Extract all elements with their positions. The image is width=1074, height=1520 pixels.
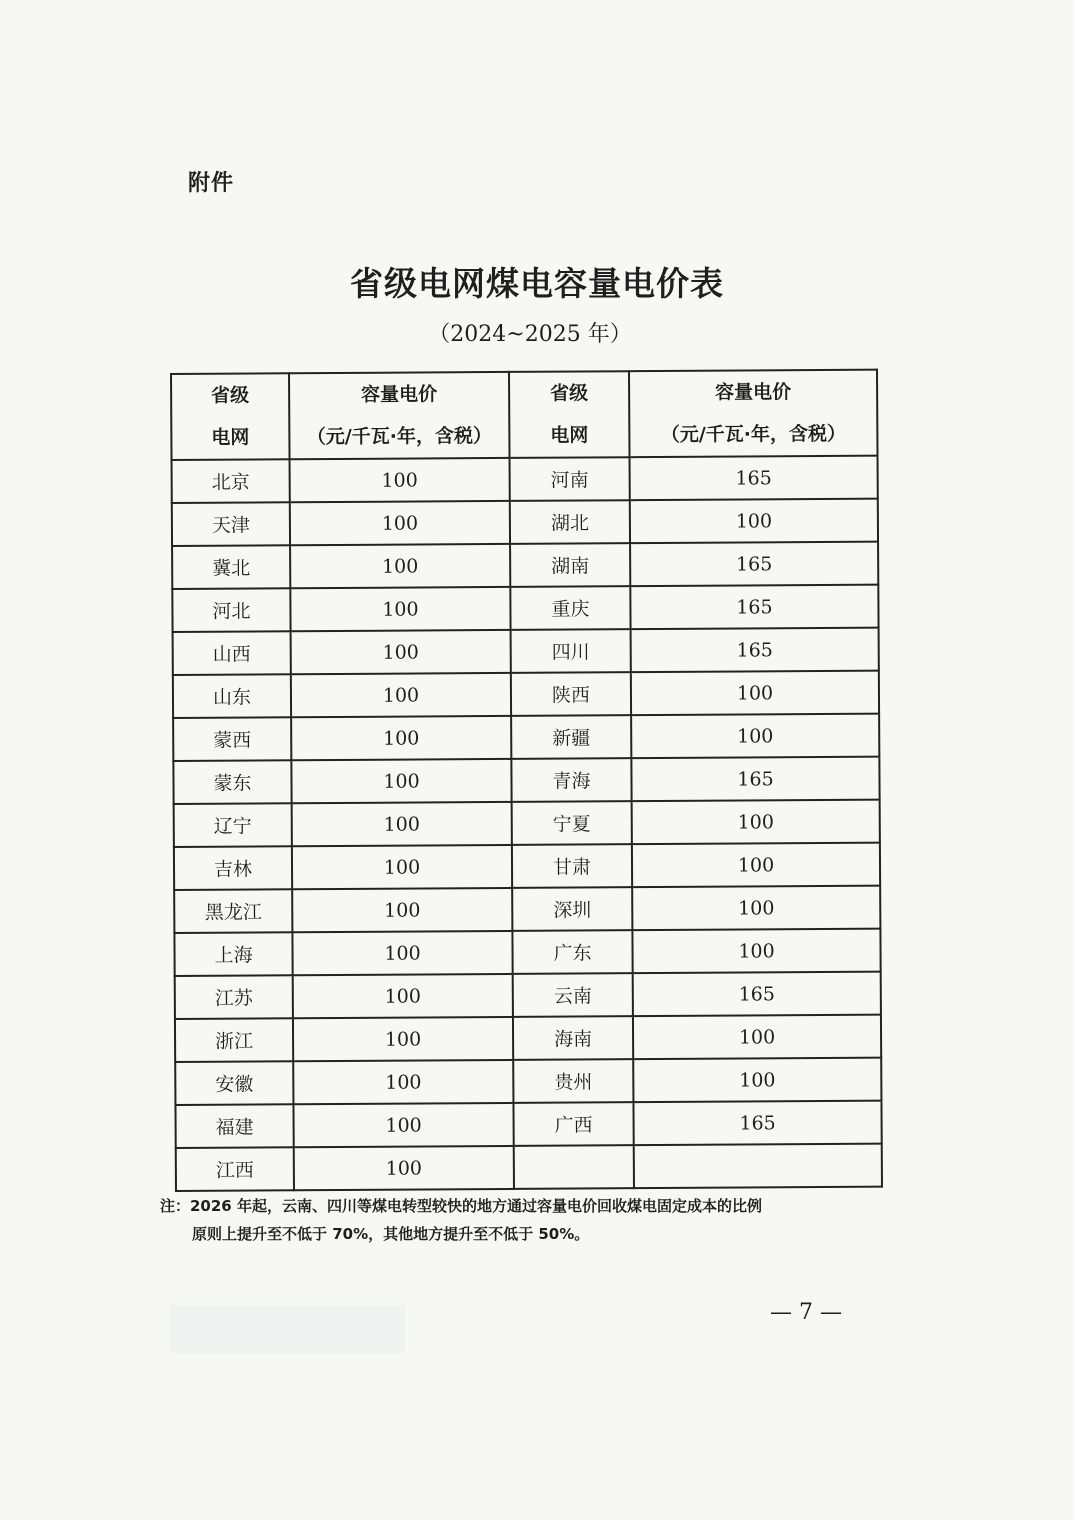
province-cell: 天津	[172, 502, 290, 546]
footnote-line-2: 原则上提升至不低于 70%，其他地方提升至不低于 50%。	[192, 1225, 590, 1243]
province-cell: 冀北	[172, 545, 290, 589]
price-cell: 100	[292, 888, 512, 932]
province-cell: 青海	[511, 758, 631, 802]
price-cell: 100	[290, 587, 510, 631]
table-row	[175, 972, 881, 1019]
province-cell: 陕西	[511, 672, 631, 716]
province-cell: 贵州	[513, 1059, 633, 1103]
province-cell: 福建	[175, 1104, 293, 1148]
price-cell: 100	[632, 800, 880, 845]
price-cell: 165	[631, 628, 879, 673]
province-cell: 黑龙江	[174, 889, 292, 933]
table-row	[173, 757, 879, 804]
province-cell: 江西	[176, 1147, 294, 1191]
table-header-row	[171, 370, 878, 460]
province-cell: 湖南	[510, 543, 630, 587]
header-province-right: 省级 电网	[509, 371, 630, 458]
province-cell: 辽宁	[174, 803, 292, 847]
footnote-line-1: 注：2026 年起，云南、四川等煤电转型较快的地方通过容量电价回收煤电固定成本的比例	[160, 1197, 762, 1215]
header-price-left: 容量电价 （元/千瓦·年，含税）	[289, 372, 510, 459]
province-cell: 新疆	[511, 715, 631, 759]
price-cell: 165	[631, 757, 879, 802]
province-cell: 北京	[172, 459, 290, 503]
price-cell: 100	[631, 671, 879, 716]
price-cell: 100	[291, 716, 511, 760]
attachment-label: 附件	[188, 171, 235, 196]
province-cell: 广东	[512, 930, 632, 974]
province-cell: 山东	[173, 674, 291, 718]
price-cell: 100	[632, 843, 880, 888]
province-cell: 江苏	[175, 975, 293, 1019]
price-cell: 100	[293, 1103, 513, 1147]
price-cell: 100	[290, 501, 510, 545]
province-cell: 蒙东	[173, 760, 291, 804]
price-cell: 100	[631, 714, 879, 759]
province-cell: 浙江	[175, 1018, 293, 1062]
page-number: — 7 —	[770, 1300, 842, 1325]
province-cell: 深圳	[512, 887, 632, 931]
scan-shadow	[170, 1305, 405, 1353]
price-cell: 100	[294, 1146, 514, 1190]
price-cell: 100	[633, 1058, 881, 1103]
table-row	[174, 886, 880, 933]
province-cell: 海南	[513, 1016, 633, 1060]
capacity-price-table	[170, 369, 883, 1192]
province-cell: 重庆	[510, 586, 630, 630]
price-cell: 100	[633, 1015, 881, 1060]
table-row	[172, 542, 878, 589]
price-cell: 100	[292, 802, 512, 846]
province-cell: 湖北	[510, 500, 630, 544]
price-cell: 165	[633, 972, 881, 1017]
price-cell	[634, 1144, 882, 1189]
header-price-right: 容量电价 （元/千瓦·年，含税）	[629, 370, 878, 458]
province-cell: 安徽	[175, 1061, 293, 1105]
price-cell: 100	[291, 673, 511, 717]
province-cell: 广西	[513, 1102, 633, 1146]
table-row	[174, 800, 880, 847]
price-cell: 100	[291, 630, 511, 674]
price-cell: 100	[293, 1060, 513, 1104]
price-cell: 100	[632, 929, 880, 974]
header-province-left: 省级 电网	[171, 373, 290, 460]
table-row	[172, 456, 878, 503]
price-cell: 100	[293, 1017, 513, 1061]
price-cell: 165	[630, 585, 878, 630]
price-cell: 100	[630, 499, 878, 544]
price-cell: 100	[632, 886, 880, 931]
price-cell: 100	[292, 931, 512, 975]
price-cell: 165	[630, 542, 878, 587]
province-cell: 河南	[510, 457, 630, 501]
province-cell	[514, 1145, 634, 1189]
province-cell: 吉林	[174, 846, 292, 890]
table-row	[174, 843, 880, 890]
table-row	[175, 1015, 881, 1062]
table-body	[172, 456, 882, 1191]
table-row	[172, 499, 878, 546]
province-cell: 山西	[173, 631, 291, 675]
table-row	[175, 1058, 881, 1105]
table-row	[173, 628, 879, 675]
price-cell: 165	[633, 1101, 881, 1146]
table-row	[173, 671, 879, 718]
province-cell: 四川	[511, 629, 631, 673]
price-cell: 100	[291, 759, 511, 803]
table-row	[176, 1144, 882, 1191]
table-row	[173, 714, 879, 761]
province-cell: 上海	[174, 932, 292, 976]
table-row	[172, 585, 878, 632]
table-row	[175, 1101, 881, 1148]
price-cell: 100	[293, 974, 513, 1018]
province-cell: 甘肃	[512, 844, 632, 888]
province-cell: 宁夏	[512, 801, 632, 845]
price-cell: 165	[630, 456, 878, 501]
table-footnote	[160, 1192, 860, 1248]
price-cell: 100	[292, 845, 512, 889]
province-cell: 蒙西	[173, 717, 291, 761]
province-cell: 云南	[513, 973, 633, 1017]
page-title: 省级电网煤电容量电价表	[350, 264, 724, 303]
price-cell: 100	[290, 458, 510, 502]
price-cell: 100	[290, 544, 510, 588]
table-row	[174, 929, 880, 976]
province-cell: 河北	[172, 588, 290, 632]
page-subtitle: （2024~2025 年）	[428, 322, 632, 347]
